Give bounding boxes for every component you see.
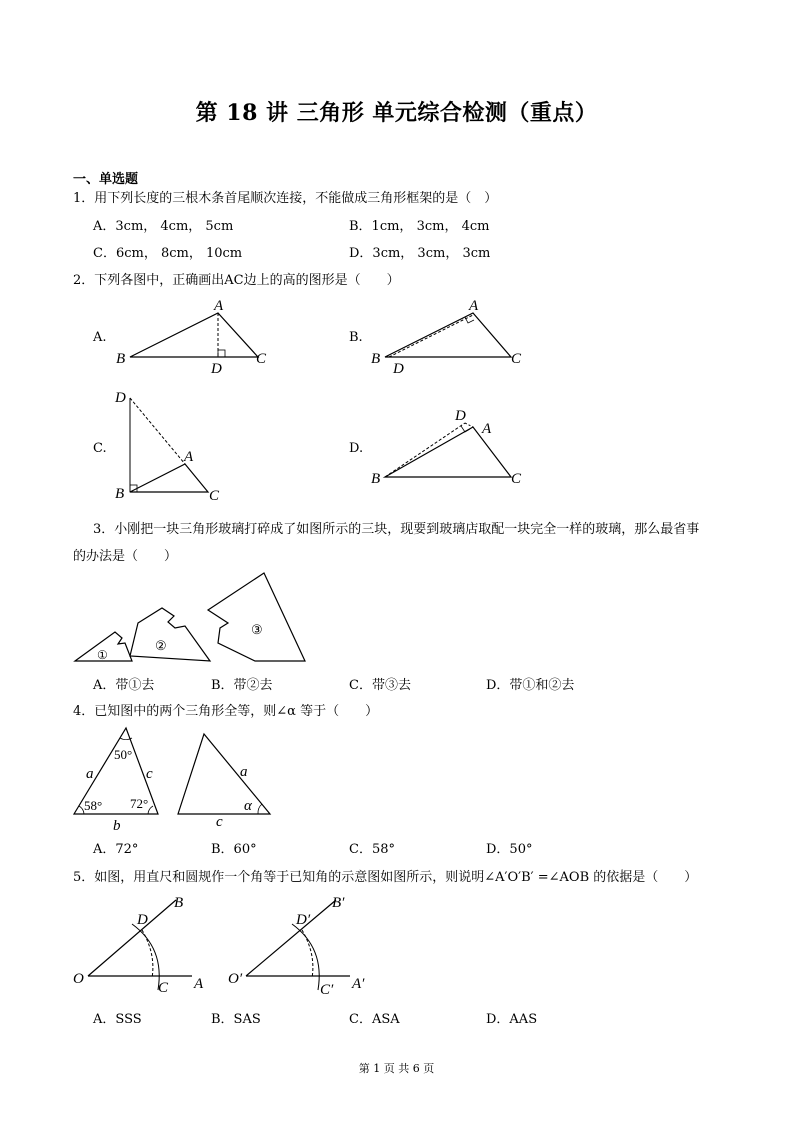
q4-option-c[interactable]: C．58° (349, 842, 395, 857)
label-c: C (209, 488, 220, 504)
label-b: B (115, 486, 125, 502)
svg-text:A′: A′ (352, 976, 365, 992)
q3-option-d[interactable]: D．带①和②去 (486, 678, 575, 693)
svg-text:50°: 50° (114, 747, 133, 762)
q3-option-b[interactable]: B．带②去 (211, 678, 273, 693)
svg-text:a: a (240, 764, 248, 780)
q4-option-a[interactable]: A．72° (93, 842, 139, 857)
svg-text:①: ① (97, 648, 108, 662)
q5-option-c[interactable]: C．ASA (349, 1012, 400, 1027)
label-c: C (511, 351, 522, 367)
svg-text:③: ③ (251, 622, 263, 637)
page-title: 第 18 讲 三角形 单元综合检测（重点） (195, 100, 598, 126)
label-b: B (116, 351, 126, 367)
label-d: D (211, 361, 222, 377)
piece-3 (208, 573, 305, 661)
q2-option-a[interactable]: A. (93, 330, 107, 345)
label-c: C (256, 351, 267, 367)
q3-option-c[interactable]: C．带③去 (349, 678, 411, 693)
q2-option-b[interactable]: B. (349, 330, 363, 345)
label-a: A (482, 421, 492, 437)
q4-option-d[interactable]: D．50° (486, 842, 533, 857)
q5-construction (70, 890, 390, 1000)
svg-text:C′: C′ (320, 982, 334, 998)
svg-text:α: α (244, 798, 252, 814)
svg-text:c: c (146, 766, 153, 782)
q3-glass-pieces (70, 568, 320, 668)
svg-text:72°: 72° (130, 796, 149, 811)
svg-text:b: b (113, 818, 121, 834)
svg-text:A: A (194, 976, 204, 992)
svg-text:B: B (174, 895, 184, 911)
q1-option-d[interactable]: D．3cm， 3cm， 3cm (349, 246, 491, 261)
svg-text:58°: 58° (84, 798, 103, 813)
q1-option-c[interactable]: C．6cm， 8cm， 10cm (93, 246, 243, 261)
label-d: D (455, 408, 466, 424)
question-4-stem: 4．已知图中的两个三角形全等，则∠α 等于（ ） (73, 704, 379, 719)
svg-text:a: a (86, 766, 94, 782)
svg-text:D: D (137, 912, 148, 928)
q1-option-a[interactable]: A．3cm， 4cm， 5cm (93, 219, 234, 234)
q5-option-a[interactable]: A．SSS (93, 1012, 142, 1027)
q4-option-b[interactable]: B．60° (211, 842, 257, 857)
q5-option-d[interactable]: D．AAS (486, 1012, 538, 1027)
q2-option-c[interactable]: C. (93, 441, 107, 456)
label-d: D (115, 390, 126, 406)
label-b: B (371, 351, 381, 367)
svg-text:O: O (73, 971, 84, 987)
question-1-stem: 1．用下列长度的三根木条首尾顺次连接，不能做成三角形框架的是（ ） (73, 191, 498, 206)
svg-text:D′: D′ (296, 912, 311, 928)
question-3-stem-line2: 的办法是（ ） (73, 549, 178, 564)
q2-figure-c (110, 388, 240, 503)
svg-text:B′: B′ (332, 895, 345, 911)
svg-text:C: C (158, 980, 169, 996)
q2-figure-d (365, 405, 535, 490)
svg-text:O′: O′ (228, 971, 243, 987)
label-a: A (214, 298, 224, 314)
q2-option-d[interactable]: D. (349, 441, 364, 456)
svg-text:c: c (216, 814, 223, 830)
question-5-stem: 5．如图，用直尺和圆规作一个角等于已知角的示意图如图所示，则说明∠A′O′B′ =∠AOB 的依据是（ ） (73, 870, 698, 885)
section-heading: 一、单选题 (73, 172, 139, 187)
q5-option-b[interactable]: B．SAS (211, 1012, 261, 1027)
label-b: B (371, 471, 381, 487)
label-a: A (469, 298, 479, 314)
svg-text:②: ② (155, 638, 167, 653)
question-2-stem: 2．下列各图中，正确画出AC边上的高的图形是（ ） (73, 273, 400, 288)
q4-figures (70, 722, 290, 834)
q2-figure-b (365, 295, 535, 380)
page-footer: 第 1 页 共 6 页 (358, 1062, 435, 1075)
q2-figure-a (110, 295, 280, 380)
q3-option-a[interactable]: A．带①去 (93, 678, 155, 693)
label-a: A (184, 449, 194, 465)
piece-2 (130, 608, 210, 661)
question-3-stem-line1: 3．小刚把一块三角形玻璃打碎成了如图所示的三块，现要到玻璃店取配一块完全一样的玻璃，那么最省事 (93, 522, 700, 537)
label-d: D (393, 361, 404, 377)
label-c: C (511, 471, 522, 487)
q1-option-b[interactable]: B．1cm， 3cm， 4cm (349, 219, 490, 234)
